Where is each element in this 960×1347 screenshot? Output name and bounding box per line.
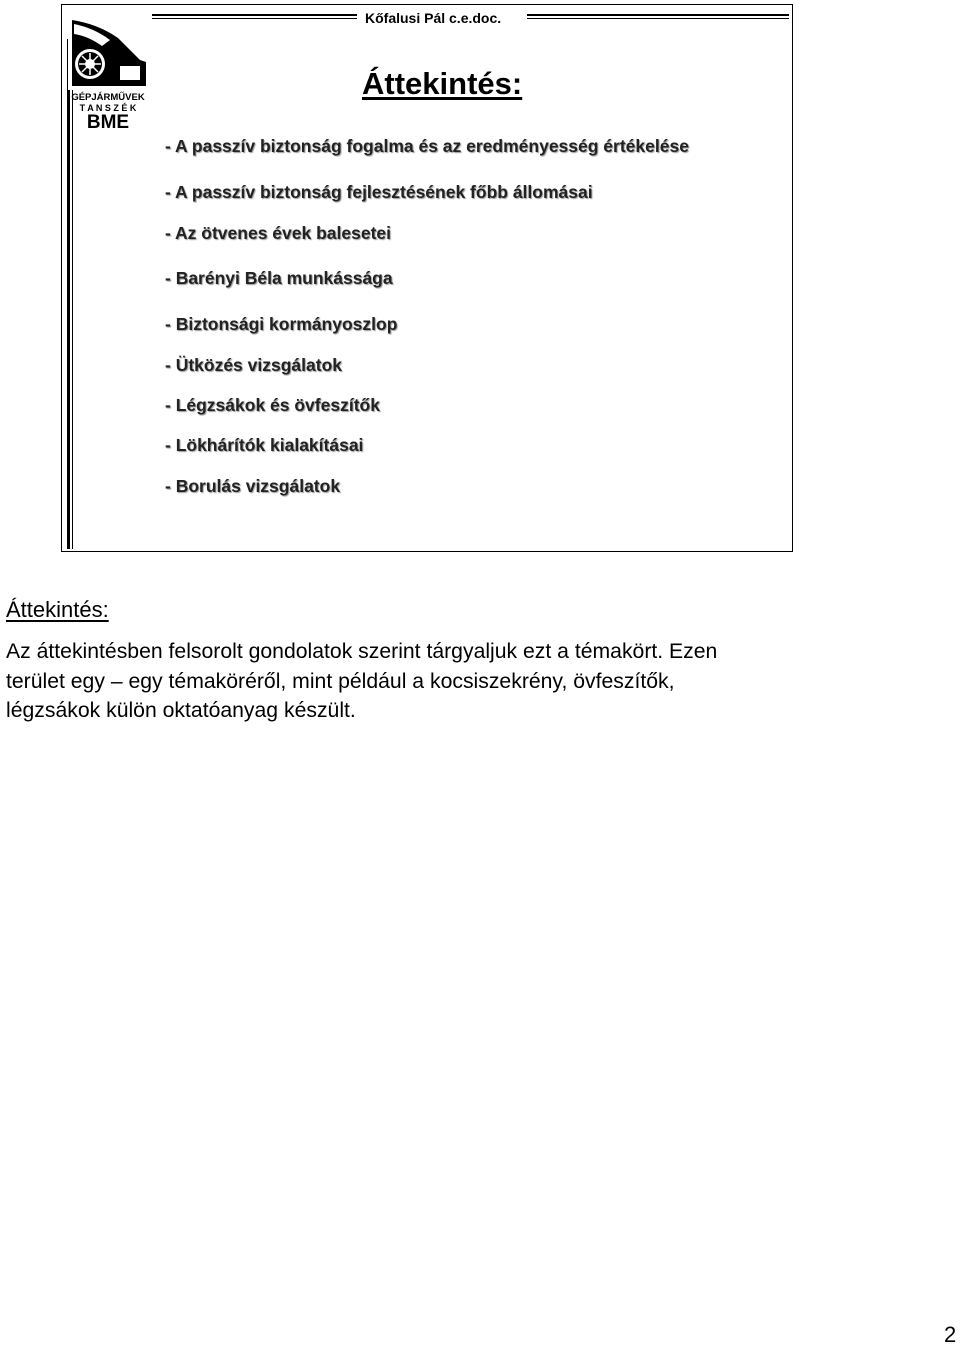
bme-logo [68,16,148,129]
bullet-item: - Barényi Béla munkássága [165,268,393,288]
slide-title: Áttekintés: [362,66,523,101]
notes-heading: Áttekintés: [6,597,109,622]
bullet-item: - A passzív biztonság fogalma és az eredményesség értékelése [165,136,689,156]
page-number: 2 [944,1322,957,1347]
slide-author: Kőfalusi Pál c.e.doc. [365,10,502,26]
header-rule-left-thin [152,18,357,19]
bullet-item: - Ütközés vizsgálatok [165,355,342,375]
bullet-item: - A passzív biztonság fejlesztésének főbb állomásai [165,182,593,202]
header-rule-right-thin [527,18,789,19]
notes-line: légzsákok külön oktatóanyag készült. [6,699,356,723]
logo-line1: GÉPJÁRMŰVEK [71,92,145,103]
logo-line3: BME [86,112,130,129]
logo-line2: T A N S Z É K [79,103,137,113]
header-rule-right [527,14,789,16]
notes-body [6,637,906,726]
bullet-item: - Légzsákok és övfeszítők [165,395,380,415]
bullet-item: - Borulás vizsgálatok [165,476,341,496]
slide [61,4,793,552]
notes-line: terület egy – egy témaköréről, mint például a kocsiszekrény, övfeszítők, [6,669,675,693]
bullet-item: - Az ötvenes évek balesetei [165,223,391,243]
bullet-item: - Lökhárítók kialakításai [165,435,364,455]
header-rule-left [152,14,357,16]
notes-line: Az áttekintésben felsorolt gondolatok szerint tárgyaljuk ezt a témakört. Ezen [6,640,718,663]
bullet-item: - Biztonsági kormányoszlop [165,314,398,334]
